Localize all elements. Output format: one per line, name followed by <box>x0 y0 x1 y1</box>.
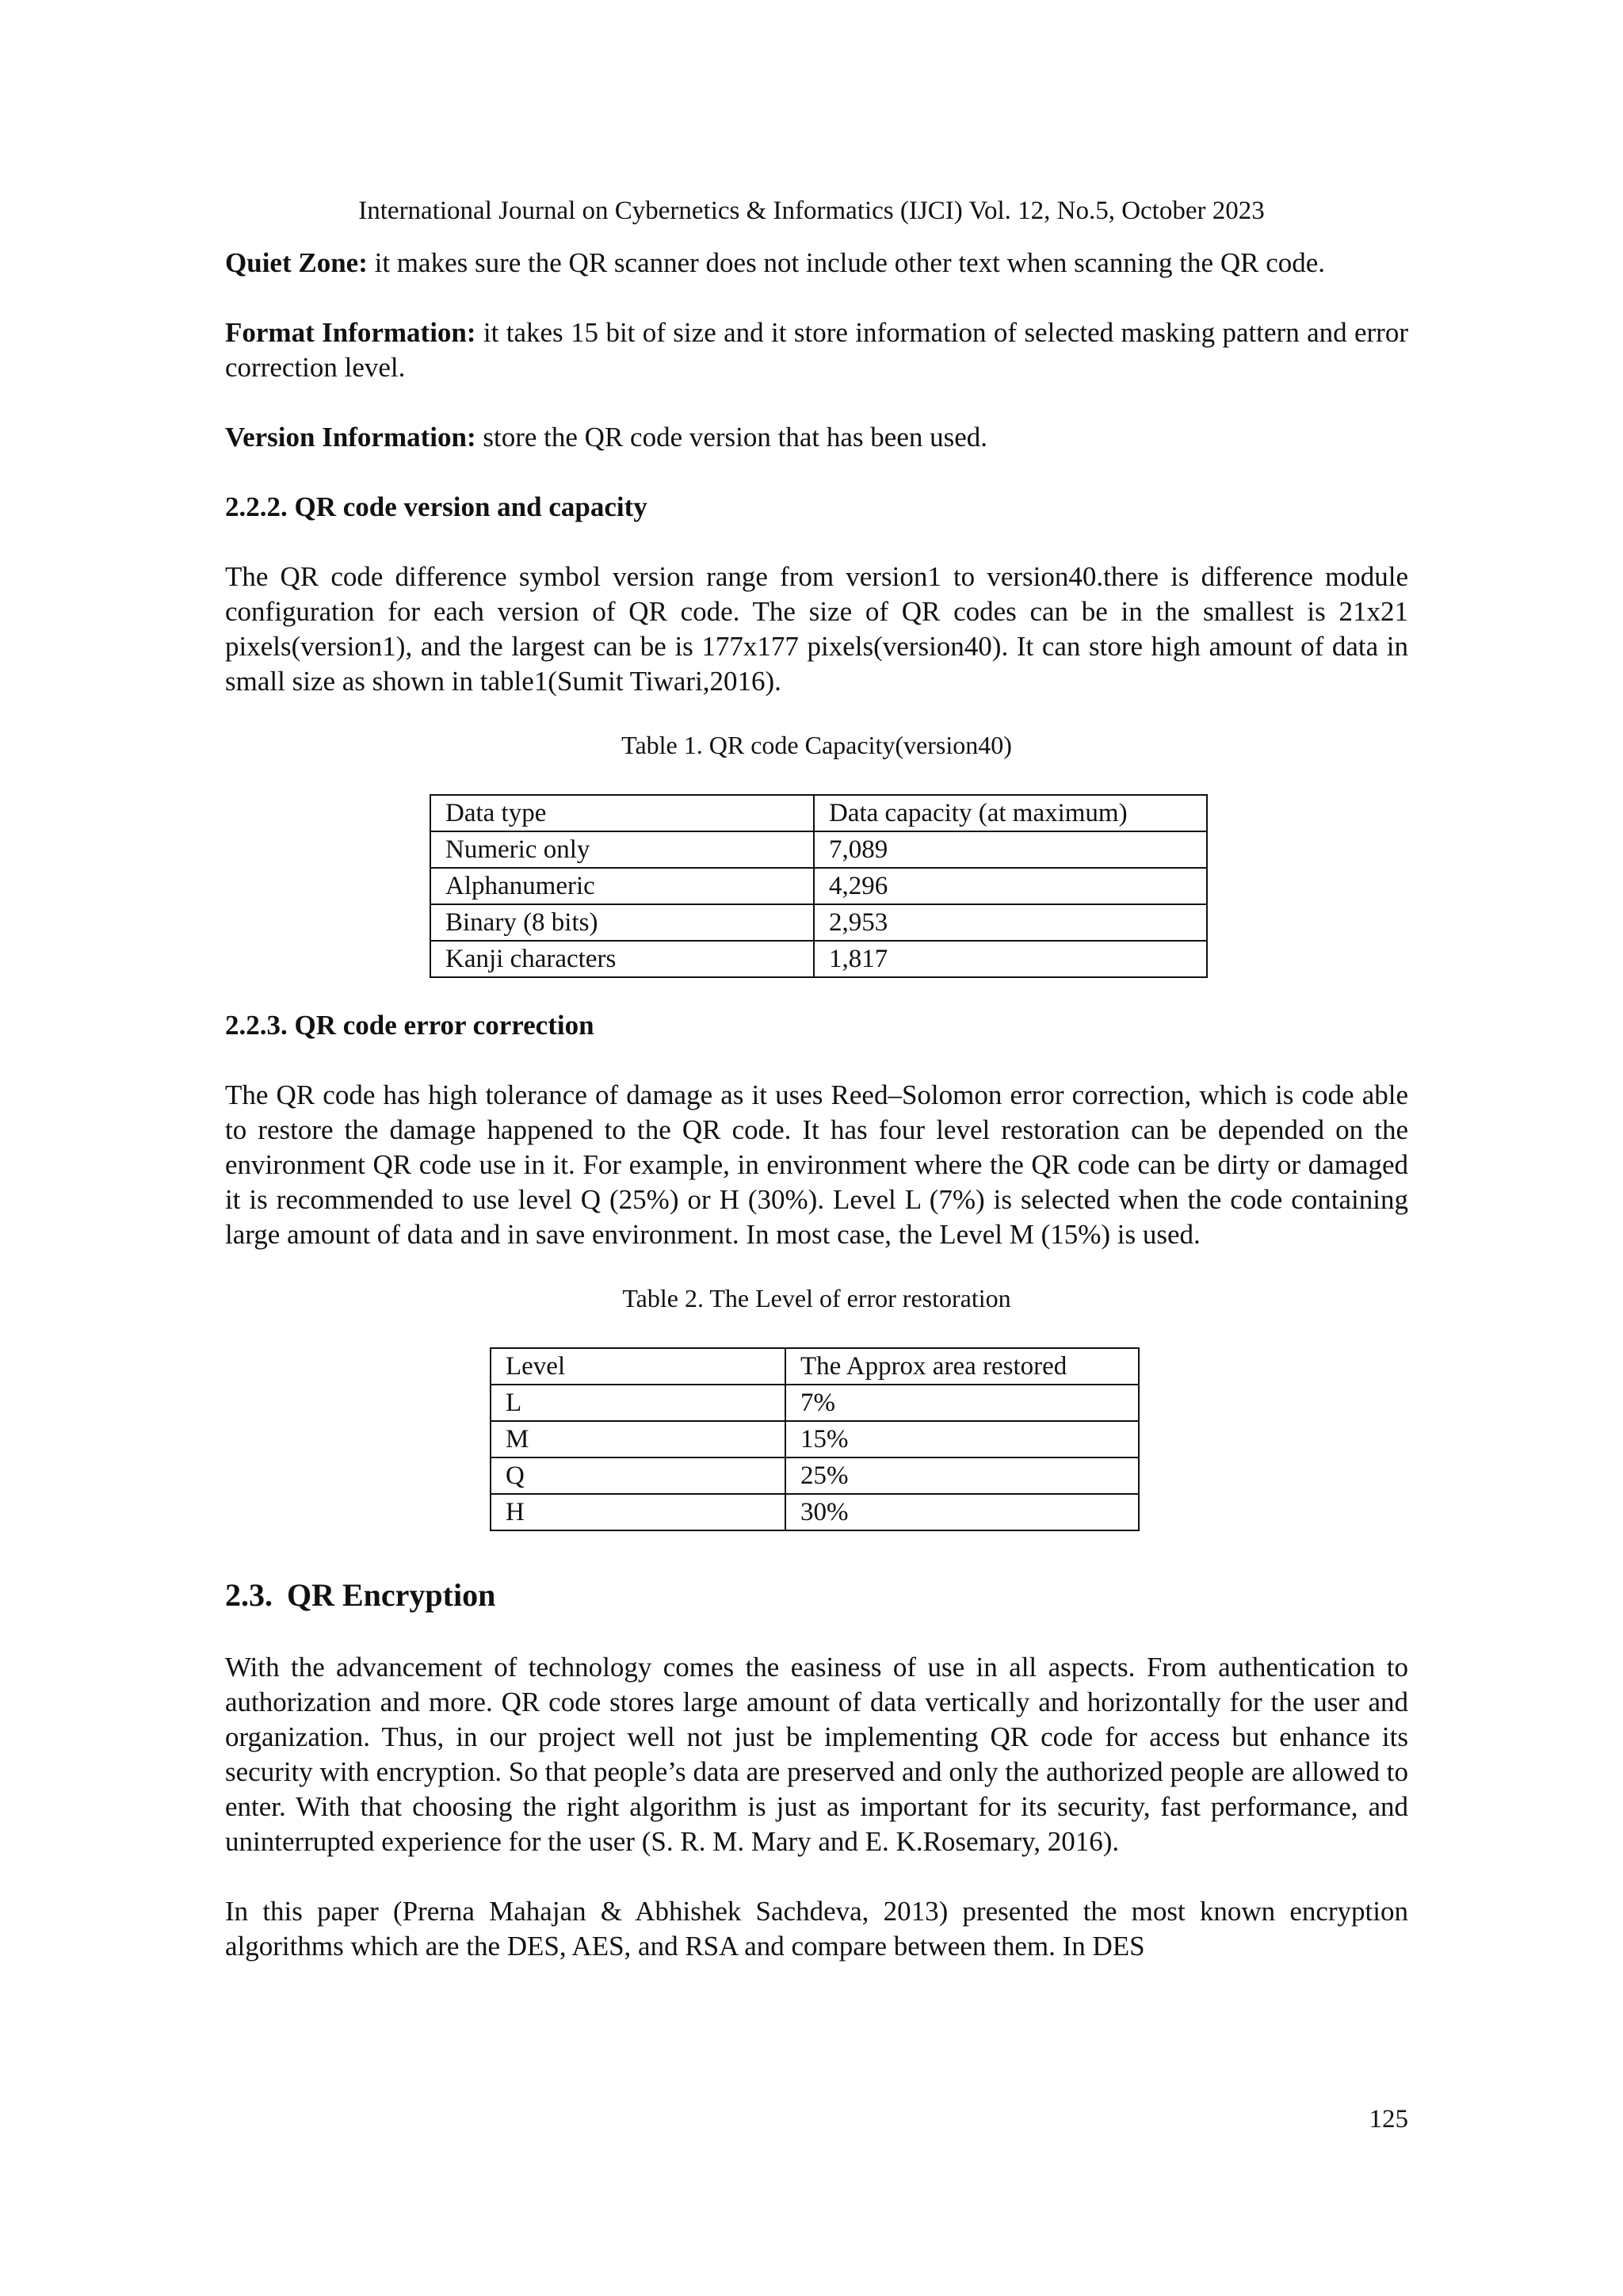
definition-text: it takes 15 bit of size and it store information of selected masking pattern and error correction level. <box>225 317 1408 383</box>
table-cell: H <box>491 1494 785 1530</box>
table-row <box>430 941 1207 977</box>
table-cell: 4,296 <box>814 868 1207 904</box>
table-row <box>491 1457 1139 1494</box>
definition-quiet-zone <box>225 246 1408 281</box>
term-label: Format Information: <box>225 317 476 348</box>
table-cell: Kanji characters <box>430 941 814 977</box>
table-cell: 25% <box>785 1457 1139 1494</box>
definition-version-information <box>225 420 1408 455</box>
table-row <box>430 868 1207 904</box>
paragraph-qr-encryption: With the advancement of technology comes the easiness of use in all aspects. From authentication to authorization and more. QR code stores large amount of data vertically and horizontally for the user and organization. Thus, in our project well not just be implementing QR code for access but enhance its security with encryption. So that people’s data are preserved and only the authorized people are allowed to enter. With that choosing the right algorithm is just as important for its security, fast performance, and uninterrupted experience for the user (S. R. M. Mary and E. K.Rosemary, 2016). <box>225 1652 1408 1857</box>
table-cell: L <box>491 1385 785 1421</box>
table2-caption: Table 2. The Level of error restoration <box>622 1284 1011 1312</box>
paragraph-encryption-algorithms: In this paper (Prerna Mahajan & Abhishek Sachdeva, 2013) presented the most known encryption algorithms which are the DES, AES, and RSA and compare between them. In DES <box>225 1896 1408 1962</box>
table-row <box>491 1494 1139 1530</box>
definition-text: store the QR code version that has been used. <box>475 422 988 453</box>
section-title: QR Encryption <box>287 1577 496 1613</box>
table-cell: M <box>491 1421 785 1457</box>
paragraph-version-capacity: The QR code difference symbol version range from version1 to version40.there is difference module configuration for each version of QR code. The size of QR codes can be in the smallest is 21x21 pixels(version1), and the largest can be is 177x177 pixels(version40). It can store high amount of data in small size as shown in table1(Sumit Tiwari,2016). <box>225 561 1408 697</box>
term-label: Version Information: <box>225 422 476 453</box>
definition-format-information <box>225 315 1408 385</box>
table1-caption: Table 1. QR code Capacity(version40) <box>621 731 1012 759</box>
table-cell: 7% <box>785 1385 1139 1421</box>
section-heading-2-2-2: 2.2.2. QR code version and capacity <box>225 491 647 522</box>
section-heading-2-3 <box>225 1576 1408 1615</box>
table-cell: 2,953 <box>814 904 1207 941</box>
table-cell: 1,817 <box>814 941 1207 977</box>
table-row <box>491 1348 1139 1385</box>
table-row <box>491 1385 1139 1421</box>
table-error-restoration <box>490 1347 1140 1531</box>
running-header: International Journal on Cybernetics & Informatics (IJCI) Vol. 12, No.5, October 2023 <box>358 197 1265 225</box>
table-qr-capacity <box>430 794 1208 978</box>
definition-text: it makes sure the QR scanner does not include other text when scanning the QR code. <box>367 247 1326 278</box>
section-number: 2.3. <box>225 1577 273 1613</box>
table-cell: 7,089 <box>814 831 1207 868</box>
section-heading-2-2-3: 2.2.3. QR code error correction <box>225 1010 594 1041</box>
table-cell: Level <box>491 1348 785 1385</box>
table-cell: Binary (8 bits) <box>430 904 814 941</box>
table-cell: Alphanumeric <box>430 868 814 904</box>
table-cell: Q <box>491 1457 785 1494</box>
page-number: 125 <box>1369 2105 1408 2134</box>
table-row <box>430 795 1207 831</box>
table-row <box>491 1421 1139 1457</box>
table-cell: 30% <box>785 1494 1139 1530</box>
table-cell: 15% <box>785 1421 1139 1457</box>
table-row <box>430 904 1207 941</box>
term-label: Quiet Zone: <box>225 247 368 278</box>
table-cell: The Approx area restored <box>785 1348 1139 1385</box>
table-row <box>430 831 1207 868</box>
page-content <box>225 246 1408 1964</box>
table-cell: Data capacity (at maximum) <box>814 795 1207 831</box>
table-cell: Data type <box>430 795 814 831</box>
table-cell: Numeric only <box>430 831 814 868</box>
paragraph-error-correction: The QR code has high tolerance of damage as it uses Reed–Solomon error correction, which is code able to restore the damage happened to the QR code. It has four level restoration can be depended on the environment QR code use in it. For example, in environment where the QR code can be dirty or damaged it is recommended to use level Q (25%) or H (30%). Level L (7%) is selected when the code containing large amount of data and in save environment. In most case, the Level M (15%) is used. <box>225 1079 1408 1250</box>
